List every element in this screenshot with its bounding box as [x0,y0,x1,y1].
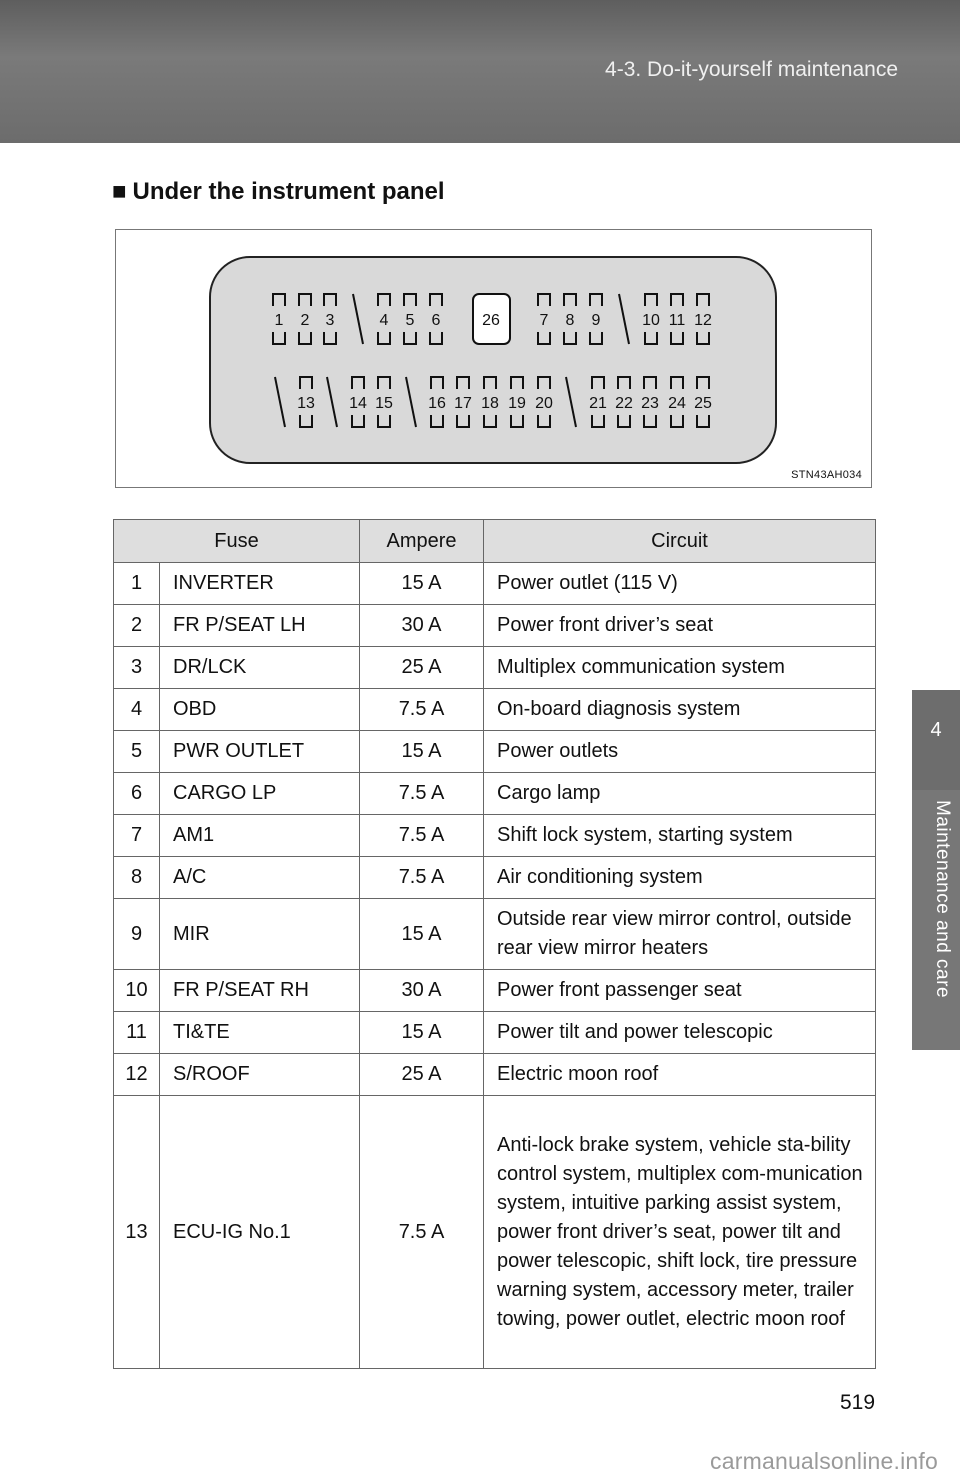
fuse-box-outline [210,257,776,463]
fuse-label: 3 [325,312,335,329]
fuse-name: ECU-IG No.1 [160,1096,360,1369]
fuse-circuit: Cargo lamp [484,773,876,815]
table-row [114,970,876,1012]
header-circuit: Circuit [484,520,876,563]
fuse-number: 3 [114,647,160,689]
fuse-name: TI&TE [160,1012,360,1054]
fuse-circuit: Shift lock system, starting system [484,815,876,857]
fuse-ampere: 7.5 A [360,689,484,731]
fuse-number: 7 [114,815,160,857]
table-row [114,1054,876,1096]
fuse-circuit: Power outlet (115 V) [484,563,876,605]
table-row [114,647,876,689]
fuse-circuit: Anti-lock brake system, vehicle sta-bility control system, multiplex com-munication system, intuitive parking assist system, power front driver’s seat, power tilt and power telescopic, shift lock, tire pressure warning system, accessory meter, trailer towing, power outlet, electric moon roof [484,1096,876,1369]
table-row [114,689,876,731]
fuse-name: A/C [160,857,360,899]
table-header-row [114,520,876,563]
fuse-label: 20 [535,395,553,412]
fuse-label: 18 [481,395,499,412]
fuse-label: 9 [591,312,601,329]
fuse-label: 12 [694,312,712,329]
fuse-ampere: 25 A [360,1054,484,1096]
fuse-number: 6 [114,773,160,815]
fuse-name: S/ROOF [160,1054,360,1096]
fuse-number: 9 [114,899,160,970]
fuse-ampere: 7.5 A [360,857,484,899]
fuse-label: 19 [508,395,526,412]
fuse-ampere: 15 A [360,563,484,605]
fuse-name: DR/LCK [160,647,360,689]
fuse-ampere: 7.5 A [360,773,484,815]
fuse-number: 5 [114,731,160,773]
fuse-name: PWR OUTLET [160,731,360,773]
fuse-label: 2 [300,312,310,329]
fuse-name: OBD [160,689,360,731]
fuse-label: 7 [539,312,549,329]
fuse-label: 10 [642,312,660,329]
fuse-name: MIR [160,899,360,970]
fuse-ampere: 25 A [360,647,484,689]
fuse-label: 24 [668,395,686,412]
fuse-label: 16 [428,395,446,412]
fuse-label: 11 [668,312,686,329]
table-row [114,857,876,899]
fuse-label: 1 [274,312,284,329]
header-ampere: Ampere [360,520,484,563]
square-bullet-icon: ■ [112,178,127,205]
table-row [114,773,876,815]
table-row [114,563,876,605]
fuse-label: 23 [641,395,659,412]
fuse-label: 17 [454,395,472,412]
fuse-number: 13 [114,1096,160,1369]
fuse-circuit: Electric moon roof [484,1054,876,1096]
fuse-number: 10 [114,970,160,1012]
fuse-circuit: Power front passenger seat [484,970,876,1012]
section-title: Under the instrument panel [132,178,445,205]
fuse-number: 4 [114,689,160,731]
fuse-label: 25 [694,395,712,412]
page-number: 519 [840,1391,876,1414]
fuse-number: 2 [114,605,160,647]
fuse-box-drawing [116,230,873,489]
watermark: carmanualsonline.info [710,1448,938,1474]
fuse-circuit: Power front driver’s seat [484,605,876,647]
fuse-number: 8 [114,857,160,899]
figure-code: STN43AH034 [791,469,862,481]
fuse-label: 8 [565,312,575,329]
fuse-ampere: 7.5 A [360,1096,484,1369]
fuse-name: FR P/SEAT LH [160,605,360,647]
fuse-label: 22 [615,395,633,412]
fuse-label: 26 [482,312,500,329]
fuse-label: 15 [375,395,393,412]
fuse-label: 13 [297,395,315,412]
fuse-name: INVERTER [160,563,360,605]
header-fuse: Fuse [114,520,360,563]
fuse-ampere: 15 A [360,899,484,970]
fuse-circuit: Power outlets [484,731,876,773]
table-row [114,815,876,857]
chapter-tab-label: Maintenance and care [932,800,953,999]
chapter-tab-number: 4 [912,690,960,790]
fuse-circuit: Power tilt and power telescopic [484,1012,876,1054]
fuse-circuit: Outside rear view mirror control, outside rear view mirror heaters [484,899,876,970]
fuse-label: 14 [349,395,367,412]
fuse-ampere: 30 A [360,970,484,1012]
fuse-circuit: Air conditioning system [484,857,876,899]
fuse-name: CARGO LP [160,773,360,815]
fuse-label: 6 [431,312,441,329]
fuse-ampere: 15 A [360,731,484,773]
header-title: 4-3. Do-it-yourself maintenance [605,58,898,81]
fuse-box-diagram [115,229,872,488]
section-heading [112,178,445,206]
fuse-ampere: 15 A [360,1012,484,1054]
table-row [114,605,876,647]
fuse-number: 11 [114,1012,160,1054]
fuse-number: 12 [114,1054,160,1096]
fuse-label: 4 [379,312,389,329]
fuse-label: 5 [405,312,415,329]
fuse-table [113,519,876,1369]
fuse-ampere: 30 A [360,605,484,647]
fuse-number: 1 [114,563,160,605]
fuse-ampere: 7.5 A [360,815,484,857]
table-row [114,1012,876,1054]
table-row [114,731,876,773]
table-row [114,899,876,970]
fuse-label: 21 [589,395,607,412]
fuse-name: FR P/SEAT RH [160,970,360,1012]
table-row [114,1096,876,1369]
fuse-circuit: Multiplex communication system [484,647,876,689]
fuse-circuit: On-board diagnosis system [484,689,876,731]
fuse-name: AM1 [160,815,360,857]
